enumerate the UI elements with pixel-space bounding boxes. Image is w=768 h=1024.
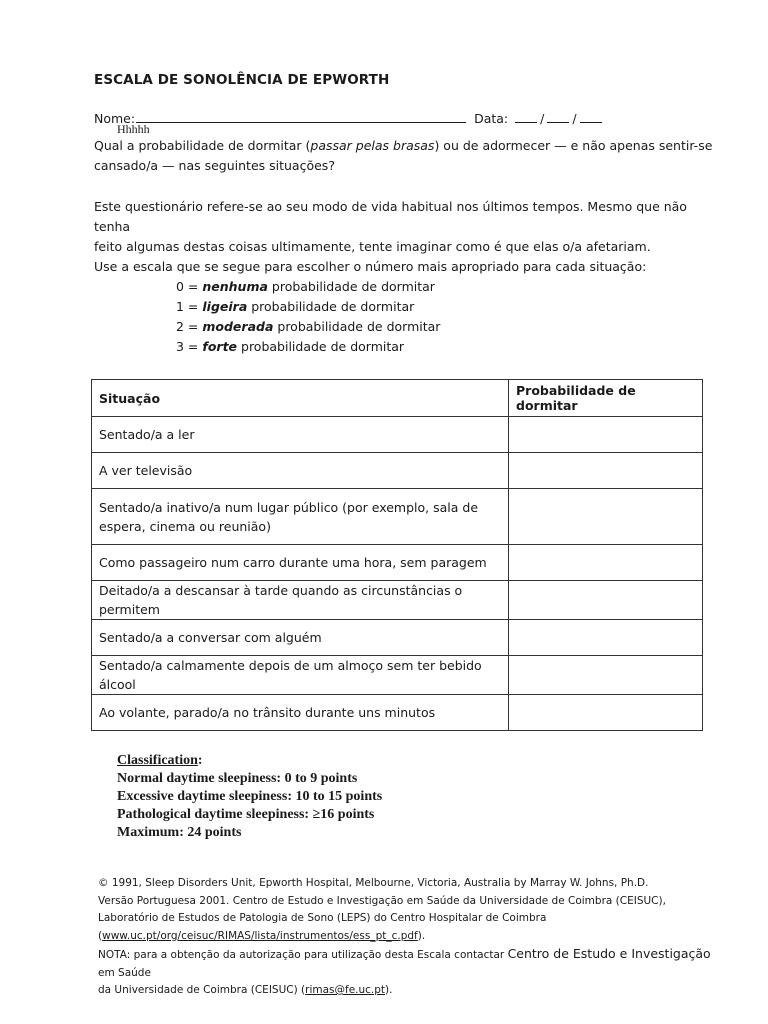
scale-suffix: probabilidade de dormitar: [273, 319, 441, 334]
situations-table: [91, 379, 703, 731]
scale-term: nenhuma: [202, 279, 268, 294]
nota-line: [98, 945, 718, 982]
nota-line-2: [98, 982, 718, 1000]
table-row: [92, 656, 703, 695]
document-title: ESCALA DE SONOLÊNCIA DE EPWORTH: [94, 72, 390, 88]
date-separator: /: [572, 111, 577, 126]
situation-cell: Deitado/a a descansar à tarde quando as circunstâncias o permitem: [92, 581, 509, 620]
question-text-part2: ) ou de adormecer — e não apenas sentir-se: [434, 138, 713, 153]
link-paren: ).: [417, 929, 426, 942]
link-line: [98, 928, 718, 946]
table-row: [92, 489, 703, 545]
date-separator: /: [540, 111, 545, 126]
situation-cell: Sentado/a a ler: [92, 417, 509, 453]
handwritten-name-entry: Hhhhh: [117, 122, 150, 136]
probability-answer-cell[interactable]: [509, 453, 703, 489]
date-year-blank[interactable]: [580, 110, 602, 123]
scale-item-2: [176, 319, 440, 334]
nota-text: ).: [385, 984, 393, 996]
classification-line: Pathological daytime sleepiness: ≥16 points: [117, 807, 375, 822]
scale-prefix: 3 =: [176, 339, 203, 354]
table-row: [92, 581, 703, 620]
probability-answer-cell[interactable]: [509, 656, 703, 695]
question-text-part1: Qual a probabilidade de dormitar (: [94, 138, 311, 153]
scale-term: ligeira: [202, 299, 248, 314]
table-header-row: [92, 380, 703, 417]
question-text-italic: passar pelas brasas: [310, 138, 435, 153]
version-line: Versão Portuguesa 2001. Centro de Estudo e Investigação em Saúde da Universidade de Coimbra (CEISUC),: [98, 894, 666, 907]
situation-cell: Sentado/a inativo/a num lugar público (por exemplo, sala de espera, cinema ou reunião): [92, 489, 509, 545]
classification-line: Excessive daytime sleepiness: 10 to 15 points: [117, 789, 383, 804]
header-probability: Probabilidade de dormitar: [509, 380, 703, 417]
probability-answer-cell[interactable]: [509, 489, 703, 545]
intro-question: [94, 136, 714, 176]
situation-cell: Sentado/a a conversar com alguém: [92, 620, 509, 656]
scale-suffix: probabilidade de dormitar: [237, 339, 405, 354]
situation-cell: Ao volante, parado/a no trânsito durante uns minutos: [92, 695, 509, 731]
classification-line: Normal daytime sleepiness: 0 to 9 points: [117, 771, 358, 786]
classification-colon: :: [197, 753, 203, 768]
classification-heading-text: Classification: [117, 753, 198, 768]
email-link[interactable]: rimas@fe.uc.pt: [305, 984, 386, 996]
classification-heading: [117, 752, 382, 770]
scale-item-3: [176, 339, 404, 354]
name-date-row: [94, 110, 605, 126]
context-line2: feito algumas destas coisas ultimamente, tente imaginar como é que elas o/a afetariam.: [94, 239, 651, 254]
nota-text: em Saúde: [98, 966, 151, 979]
context-line1: Este questionário refere-se ao seu modo de vida habitual nos últimos tempos. Mesmo que não tenha: [94, 199, 687, 234]
probability-answer-cell[interactable]: [509, 417, 703, 453]
date-day-blank[interactable]: [515, 110, 537, 123]
situation-cell: A ver televisão: [92, 453, 509, 489]
scale-prefix: 2 =: [176, 319, 203, 334]
scale-prefix: 0 =: [176, 279, 203, 294]
date-month-blank[interactable]: [547, 110, 569, 123]
link-paren: (: [98, 929, 103, 942]
name-label: Nome:: [94, 111, 136, 126]
copyright-line: © 1991, Sleep Disorders Unit, Epworth Hospital, Melbourne, Victoria, Australia by Marray W. Johns, Ph.D.: [98, 877, 649, 889]
scale-prefix: 1 =: [176, 299, 203, 314]
intro-context: [94, 197, 714, 257]
classification-line: Maximum: 24 points: [117, 825, 242, 840]
table-row: [92, 417, 703, 453]
situation-cell: Sentado/a calmamente depois de um almoço sem ter bebido álcool: [92, 656, 509, 695]
scale-suffix: probabilidade de dormitar: [247, 299, 415, 314]
probability-answer-cell[interactable]: [509, 695, 703, 731]
lab-line: Laboratório de Estudos de Patologia de Sono (LEPS) do Centro Hospitalar de Coimbra: [98, 912, 547, 924]
scale-item-0: [176, 279, 435, 294]
scale-item-1: [176, 299, 414, 314]
table-row: [92, 620, 703, 656]
table-row: [92, 453, 703, 489]
question-text-line2: cansado/a — nas seguintes situações?: [94, 158, 335, 173]
scale-term: forte: [202, 339, 238, 354]
date-label: Data:: [474, 111, 509, 126]
scale-suffix: probabilidade de dormitar: [267, 279, 435, 294]
header-situation: Situação: [92, 380, 509, 417]
table-row: [92, 695, 703, 731]
scale-instruction: Use a escala que se segue para escolher o número mais apropriado para cada situação:: [94, 259, 647, 274]
footer-credits: [98, 875, 718, 1000]
scale-term: moderada: [202, 319, 274, 334]
probability-answer-cell[interactable]: [509, 581, 703, 620]
classification-block: [117, 752, 382, 842]
probability-answer-cell[interactable]: [509, 620, 703, 656]
nota-center-name: Centro de Estudo e Investigação: [507, 946, 711, 961]
probability-answer-cell[interactable]: [509, 545, 703, 581]
nota-text: NOTA: para a obtenção da autorização para utilização desta Escala contactar: [98, 949, 508, 961]
situation-cell: Como passageiro num carro durante uma hora, sem paragem: [92, 545, 509, 581]
table-row: [92, 545, 703, 581]
nota-text: da Universidade de Coimbra (CEISUC) (: [98, 984, 306, 996]
instrument-link[interactable]: www.uc.pt/org/ceisuc/RIMAS/lista/instrumentos/ess_pt_c.pdf: [102, 929, 418, 942]
name-field-line[interactable]: [136, 110, 466, 123]
